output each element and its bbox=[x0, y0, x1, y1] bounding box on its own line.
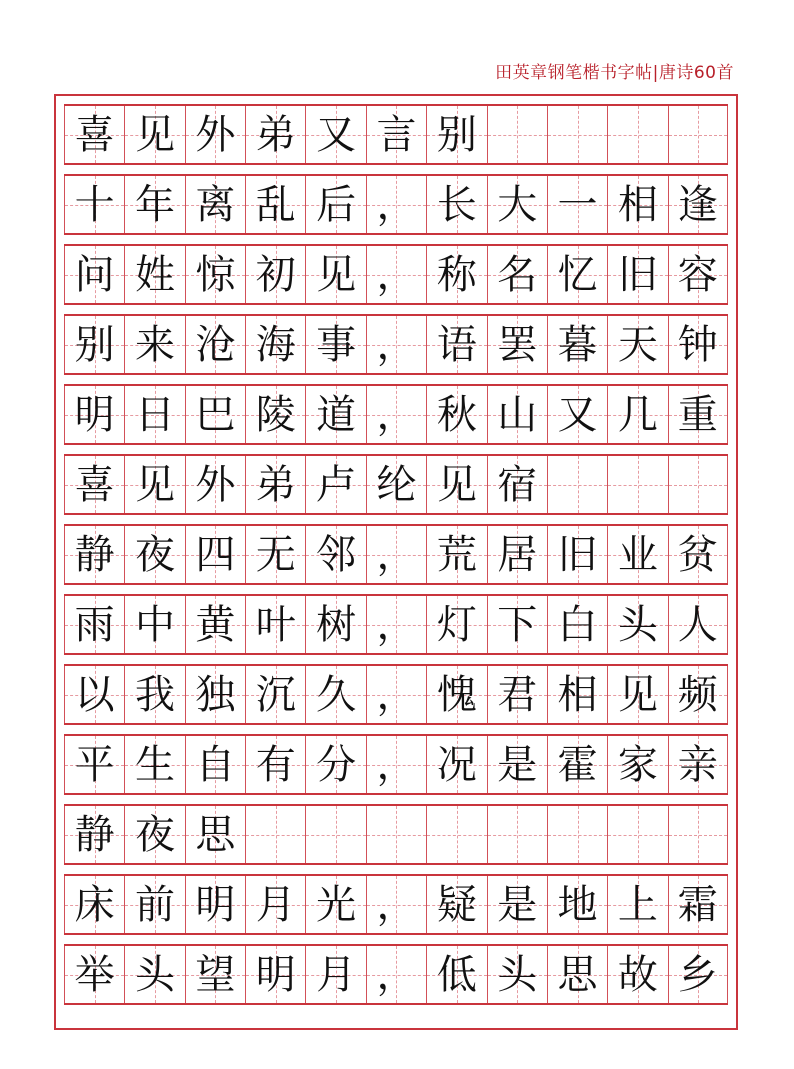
character: 年 bbox=[135, 181, 176, 228]
character: ， bbox=[376, 531, 417, 578]
character: 逢 bbox=[677, 181, 718, 228]
character: 明 bbox=[74, 391, 115, 438]
character: 相 bbox=[557, 671, 598, 718]
character: 故 bbox=[617, 951, 658, 998]
grid-cell bbox=[366, 456, 426, 513]
character: 弟 bbox=[255, 111, 296, 158]
character: 家 bbox=[617, 741, 658, 788]
character: 海 bbox=[255, 321, 296, 368]
grid-cell bbox=[305, 456, 365, 513]
grid-cell bbox=[185, 106, 245, 163]
character: 容 bbox=[677, 251, 718, 298]
grid-cell bbox=[305, 386, 365, 443]
grid-cell bbox=[607, 596, 667, 653]
grid-cell bbox=[547, 946, 607, 1003]
character: 黄 bbox=[195, 601, 236, 648]
character: 以 bbox=[74, 671, 115, 718]
character: 旧 bbox=[557, 531, 598, 578]
grid-cell bbox=[487, 246, 547, 303]
grid-cell bbox=[668, 736, 728, 793]
character: 上 bbox=[617, 881, 658, 928]
grid-cell bbox=[124, 106, 184, 163]
character: 久 bbox=[316, 671, 357, 718]
grid-cell bbox=[64, 176, 124, 233]
character: 静 bbox=[74, 811, 115, 858]
grid-cell bbox=[124, 666, 184, 723]
character: 沉 bbox=[255, 671, 296, 718]
character: 见 bbox=[617, 671, 658, 718]
grid-row bbox=[64, 244, 728, 305]
grid-cell bbox=[547, 526, 607, 583]
grid-cell bbox=[185, 526, 245, 583]
character: 我 bbox=[135, 671, 176, 718]
grid-row bbox=[64, 524, 728, 585]
grid-cell bbox=[426, 946, 486, 1003]
grid-cell bbox=[64, 106, 124, 163]
character: 宿 bbox=[497, 461, 538, 508]
character: 沧 bbox=[195, 321, 236, 368]
grid-cell bbox=[185, 666, 245, 723]
grid-cell bbox=[426, 316, 486, 373]
grid-cell bbox=[547, 316, 607, 373]
grid-cell bbox=[668, 386, 728, 443]
character: 生 bbox=[135, 741, 176, 788]
character: 亲 bbox=[677, 741, 718, 788]
grid-cell bbox=[366, 806, 426, 863]
grid-cell bbox=[487, 876, 547, 933]
grid-cell bbox=[245, 526, 305, 583]
grid-row bbox=[64, 944, 728, 1005]
character: 称 bbox=[436, 251, 477, 298]
grid-cell bbox=[668, 316, 728, 373]
character: 疑 bbox=[436, 881, 477, 928]
character: 忆 bbox=[557, 251, 598, 298]
grid-row bbox=[64, 314, 728, 375]
character: 居 bbox=[497, 531, 538, 578]
grid-cell bbox=[64, 246, 124, 303]
character: 月 bbox=[316, 951, 357, 998]
grid-cell bbox=[547, 106, 607, 163]
character: 灯 bbox=[436, 601, 477, 648]
grid-cell bbox=[607, 526, 667, 583]
grid-cell bbox=[426, 666, 486, 723]
grid-cell bbox=[547, 456, 607, 513]
grid-cell bbox=[607, 946, 667, 1003]
grid-cell bbox=[305, 316, 365, 373]
character: 静 bbox=[74, 531, 115, 578]
grid-cell bbox=[426, 526, 486, 583]
grid-cell bbox=[64, 666, 124, 723]
character: 山 bbox=[497, 391, 538, 438]
grid-row bbox=[64, 734, 728, 795]
grid-row bbox=[64, 104, 728, 165]
grid-cell bbox=[245, 596, 305, 653]
grid-cell bbox=[305, 946, 365, 1003]
grid-cell bbox=[245, 316, 305, 373]
character: 邻 bbox=[316, 531, 357, 578]
character: 是 bbox=[497, 881, 538, 928]
character: 叶 bbox=[255, 601, 296, 648]
character: 乡 bbox=[677, 951, 718, 998]
grid-cell bbox=[366, 386, 426, 443]
grid-cell bbox=[547, 806, 607, 863]
grid-cell bbox=[607, 666, 667, 723]
grid-cell bbox=[185, 876, 245, 933]
grid-cell bbox=[185, 596, 245, 653]
character: 无 bbox=[255, 531, 296, 578]
grid-cell bbox=[245, 666, 305, 723]
grid-cell bbox=[245, 246, 305, 303]
grid-cell bbox=[668, 666, 728, 723]
character: 霍 bbox=[557, 741, 598, 788]
grid-cell bbox=[668, 946, 728, 1003]
character: 喜 bbox=[74, 111, 115, 158]
grid-cell bbox=[64, 526, 124, 583]
character: 来 bbox=[135, 321, 176, 368]
character: 长 bbox=[436, 181, 477, 228]
character: 道 bbox=[316, 391, 357, 438]
character: 别 bbox=[74, 321, 115, 368]
character: 外 bbox=[195, 111, 236, 158]
grid-cell bbox=[245, 736, 305, 793]
grid-cell bbox=[245, 176, 305, 233]
grid-cell bbox=[185, 246, 245, 303]
grid-cell bbox=[64, 876, 124, 933]
grid-cell bbox=[124, 246, 184, 303]
character: 分 bbox=[316, 741, 357, 788]
character: 一 bbox=[557, 181, 598, 228]
grid-cell bbox=[124, 876, 184, 933]
character: 头 bbox=[617, 601, 658, 648]
grid-cell bbox=[124, 316, 184, 373]
grid-row bbox=[64, 664, 728, 725]
grid-cell bbox=[366, 666, 426, 723]
grid-cell bbox=[668, 806, 728, 863]
character: 罢 bbox=[497, 321, 538, 368]
character: 初 bbox=[255, 251, 296, 298]
grid-cell bbox=[185, 736, 245, 793]
grid-cell bbox=[547, 176, 607, 233]
character: ， bbox=[376, 601, 417, 648]
character: 月 bbox=[255, 881, 296, 928]
character: 是 bbox=[497, 741, 538, 788]
character: 离 bbox=[195, 181, 236, 228]
grid-cell bbox=[668, 456, 728, 513]
character: 四 bbox=[195, 531, 236, 578]
character: 相 bbox=[617, 181, 658, 228]
grid-cell bbox=[426, 596, 486, 653]
character: 夜 bbox=[135, 811, 176, 858]
grid-cell bbox=[366, 526, 426, 583]
character: 言 bbox=[376, 111, 417, 158]
grid-cell bbox=[547, 666, 607, 723]
character: ， bbox=[376, 881, 417, 928]
character: 见 bbox=[436, 461, 477, 508]
character: ， bbox=[376, 391, 417, 438]
character: ， bbox=[376, 741, 417, 788]
character: 床 bbox=[74, 881, 115, 928]
grid-cell bbox=[124, 176, 184, 233]
grid-cell bbox=[366, 946, 426, 1003]
character: 业 bbox=[617, 531, 658, 578]
grid-cell bbox=[426, 176, 486, 233]
grid-cell bbox=[124, 806, 184, 863]
character: 大 bbox=[497, 181, 538, 228]
grid-cell bbox=[366, 736, 426, 793]
character: 惊 bbox=[195, 251, 236, 298]
grid-cell bbox=[607, 106, 667, 163]
character: 十 bbox=[74, 181, 115, 228]
grid-cell bbox=[426, 736, 486, 793]
grid-cell bbox=[426, 456, 486, 513]
character: 举 bbox=[74, 951, 115, 998]
character: 见 bbox=[316, 251, 357, 298]
character: 纶 bbox=[376, 461, 417, 508]
character: 自 bbox=[195, 741, 236, 788]
character: 雨 bbox=[74, 601, 115, 648]
grid-cell bbox=[64, 596, 124, 653]
grid-cell bbox=[366, 596, 426, 653]
grid-cell bbox=[64, 946, 124, 1003]
character: 名 bbox=[497, 251, 538, 298]
character: 巴 bbox=[195, 391, 236, 438]
character: 钟 bbox=[677, 321, 718, 368]
character: 见 bbox=[135, 461, 176, 508]
grid-row bbox=[64, 454, 728, 515]
grid-cell bbox=[426, 386, 486, 443]
grid-row bbox=[64, 174, 728, 235]
grid-cell bbox=[305, 596, 365, 653]
character: 头 bbox=[497, 951, 538, 998]
character: ， bbox=[376, 951, 417, 998]
grid-cell bbox=[245, 946, 305, 1003]
grid-cell bbox=[185, 946, 245, 1003]
grid-cell bbox=[124, 736, 184, 793]
grid-cell bbox=[487, 806, 547, 863]
grid-cell bbox=[185, 176, 245, 233]
grid-cell bbox=[124, 526, 184, 583]
grid-cell bbox=[245, 456, 305, 513]
character: 思 bbox=[557, 951, 598, 998]
character: 下 bbox=[497, 601, 538, 648]
grid-cell bbox=[487, 386, 547, 443]
grid-cell bbox=[185, 386, 245, 443]
grid-cell bbox=[245, 876, 305, 933]
character: 君 bbox=[497, 671, 538, 718]
character: 前 bbox=[135, 881, 176, 928]
grid-cell bbox=[64, 386, 124, 443]
grid-cell bbox=[366, 106, 426, 163]
grid-cell bbox=[487, 176, 547, 233]
grid-cell bbox=[547, 246, 607, 303]
grid-cell bbox=[487, 946, 547, 1003]
grid-cell bbox=[547, 736, 607, 793]
character: 树 bbox=[316, 601, 357, 648]
grid-cell bbox=[487, 526, 547, 583]
grid-cell bbox=[547, 876, 607, 933]
character: 问 bbox=[74, 251, 115, 298]
character: 别 bbox=[436, 111, 477, 158]
character: 贫 bbox=[677, 531, 718, 578]
grid-cell bbox=[366, 246, 426, 303]
character: 明 bbox=[255, 951, 296, 998]
grid-row bbox=[64, 874, 728, 935]
character: 又 bbox=[316, 111, 357, 158]
grid-row bbox=[64, 804, 728, 865]
grid-cell bbox=[668, 246, 728, 303]
grid-cell bbox=[305, 736, 365, 793]
grid-cell bbox=[547, 386, 607, 443]
character: 弟 bbox=[255, 461, 296, 508]
character: 平 bbox=[74, 741, 115, 788]
grid-cell bbox=[607, 246, 667, 303]
character: 后 bbox=[316, 181, 357, 228]
character: 明 bbox=[195, 881, 236, 928]
grid-cell bbox=[607, 876, 667, 933]
grid-cell bbox=[426, 246, 486, 303]
grid-cell bbox=[607, 456, 667, 513]
grid-cell bbox=[668, 876, 728, 933]
character: 喜 bbox=[74, 461, 115, 508]
grid-cell bbox=[305, 666, 365, 723]
character: 卢 bbox=[316, 461, 357, 508]
character: 天 bbox=[617, 321, 658, 368]
grid-cell bbox=[487, 666, 547, 723]
grid-cell bbox=[668, 526, 728, 583]
character: 姓 bbox=[135, 251, 176, 298]
grid-cell bbox=[547, 596, 607, 653]
character: 有 bbox=[255, 741, 296, 788]
grid-cell bbox=[487, 106, 547, 163]
character: ， bbox=[376, 251, 417, 298]
character: 日 bbox=[135, 391, 176, 438]
grid-cell bbox=[245, 106, 305, 163]
character: 暮 bbox=[557, 321, 598, 368]
character: 秋 bbox=[436, 391, 477, 438]
grid-cell bbox=[366, 876, 426, 933]
grid-cell bbox=[607, 736, 667, 793]
character: 陵 bbox=[255, 391, 296, 438]
grid-cell bbox=[487, 316, 547, 373]
grid-cell bbox=[305, 106, 365, 163]
grid-cell bbox=[124, 386, 184, 443]
grid-cell bbox=[64, 736, 124, 793]
character: 低 bbox=[436, 951, 477, 998]
grid-cell bbox=[426, 876, 486, 933]
character: 夜 bbox=[135, 531, 176, 578]
character: 地 bbox=[557, 881, 598, 928]
grid-cell bbox=[305, 876, 365, 933]
character: 荒 bbox=[436, 531, 477, 578]
character: 外 bbox=[195, 461, 236, 508]
grid-row bbox=[64, 594, 728, 655]
character: 重 bbox=[677, 391, 718, 438]
grid-cell bbox=[124, 946, 184, 1003]
grid-cell bbox=[124, 456, 184, 513]
grid-cell bbox=[64, 806, 124, 863]
character: 人 bbox=[677, 601, 718, 648]
character: 况 bbox=[436, 741, 477, 788]
grid-row bbox=[64, 384, 728, 445]
grid-cell bbox=[366, 176, 426, 233]
grid-cell bbox=[185, 316, 245, 373]
grid-cell bbox=[426, 106, 486, 163]
character: 几 bbox=[617, 391, 658, 438]
grid-cell bbox=[366, 316, 426, 373]
character: 思 bbox=[195, 811, 236, 858]
character: ， bbox=[376, 321, 417, 368]
character: 事 bbox=[316, 321, 357, 368]
grid-cell bbox=[668, 106, 728, 163]
character: 中 bbox=[135, 601, 176, 648]
character: 见 bbox=[135, 111, 176, 158]
grid-cell bbox=[607, 806, 667, 863]
grid-cell bbox=[185, 456, 245, 513]
character: 头 bbox=[135, 951, 176, 998]
character: 又 bbox=[557, 391, 598, 438]
grid-cell bbox=[607, 386, 667, 443]
character: 愧 bbox=[436, 671, 477, 718]
grid-cell bbox=[124, 596, 184, 653]
character: 频 bbox=[677, 671, 718, 718]
grid-cell bbox=[668, 596, 728, 653]
grid-cell bbox=[668, 176, 728, 233]
grid-cell bbox=[607, 316, 667, 373]
grid-cell bbox=[607, 176, 667, 233]
character: 望 bbox=[195, 951, 236, 998]
grid-cell bbox=[487, 736, 547, 793]
grid-cell bbox=[305, 246, 365, 303]
character: 霜 bbox=[677, 881, 718, 928]
header-title: 田英章钢笔楷书字帖|唐诗60首 bbox=[495, 63, 734, 83]
grid-cell bbox=[305, 176, 365, 233]
grid-cell bbox=[487, 456, 547, 513]
character: 语 bbox=[436, 321, 477, 368]
character-grid bbox=[64, 104, 728, 1005]
character: 独 bbox=[195, 671, 236, 718]
character: 旧 bbox=[617, 251, 658, 298]
grid-cell bbox=[64, 316, 124, 373]
practice-sheet bbox=[54, 94, 738, 1030]
character: ， bbox=[376, 671, 417, 718]
character: 乱 bbox=[255, 181, 296, 228]
grid-cell bbox=[305, 526, 365, 583]
grid-cell bbox=[426, 806, 486, 863]
character: 白 bbox=[557, 601, 598, 648]
grid-cell bbox=[64, 456, 124, 513]
grid-cell bbox=[305, 806, 365, 863]
character: 光 bbox=[316, 881, 357, 928]
grid-cell bbox=[245, 386, 305, 443]
character: ， bbox=[376, 181, 417, 228]
grid-cell bbox=[487, 596, 547, 653]
grid-cell bbox=[245, 806, 305, 863]
grid-cell bbox=[185, 806, 245, 863]
